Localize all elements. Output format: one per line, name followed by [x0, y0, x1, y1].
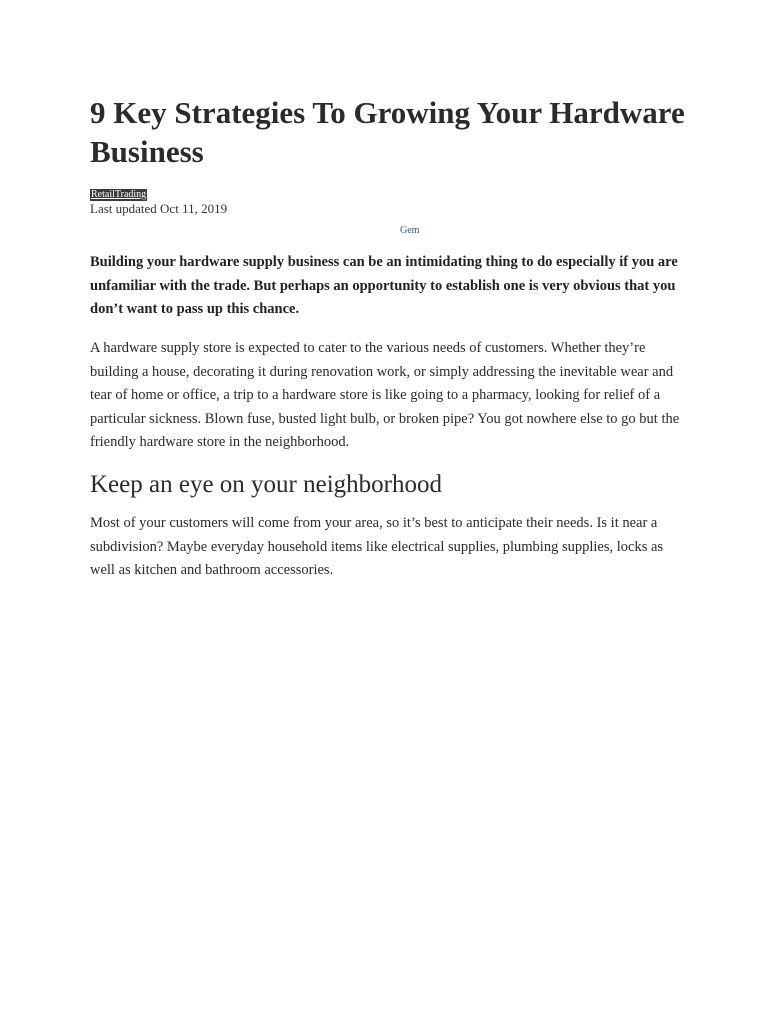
body-paragraph-2: Most of your customers will come from your area, so it’s best to anticipate their needs. Is it near a subdivision? Maybe everyday household items like electrical supplies, plumbing supplies, locks as well as kitchen and bathroom accessories.: [90, 515, 664, 578]
section-heading: Keep an eye on your neighborhood: [90, 471, 442, 498]
article-title: 9 Key Strategies To Growing Your Hardware Business: [90, 95, 685, 169]
last-updated-label: Last updated: [90, 201, 157, 216]
gem-link[interactable]: Gem: [400, 225, 420, 236]
last-updated-line: [90, 201, 227, 217]
body-paragraph-1: A hardware supply store is expected to cater to the various needs of customers. Whether they’re building a house, decorating it during renovation work, or simply addressing the inevitable wear and tear of home or office, a trip to a hardware store is like going to a pharmacy, looking for relief of a particular sickness. Blown fuse, busted light bulb, or broken pipe? You got nowhere else to go but the friendly hardware store in the neighborhood.: [90, 340, 680, 450]
last-updated-date: Oct 11, 2019: [160, 201, 228, 216]
category-tag-link[interactable]: RetailTrading: [91, 189, 147, 200]
lead-paragraph: Building your hardware supply business can be an intimidating thing to do especially if you are unfamiliar with the trade. But perhaps an opportunity to establish one is very obvious that you don’t want to pass up this chance.: [90, 254, 678, 317]
